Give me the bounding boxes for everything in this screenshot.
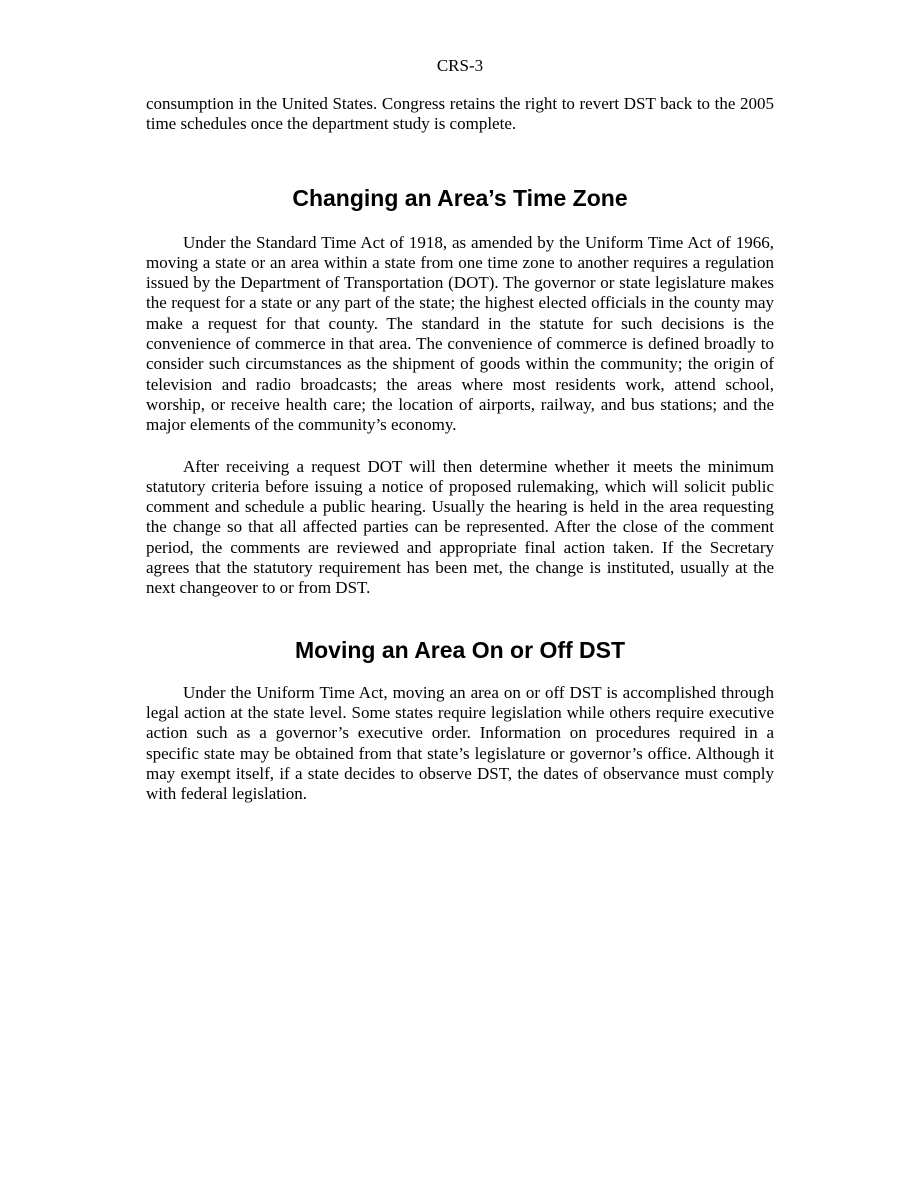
section-heading-dst: Moving an Area On or Off DST <box>294 636 626 663</box>
time-zone-paragraph-2: After receiving a request DOT will then determine whether it meets the minimum statutory criteria before issuing a notice of proposed rulemaking, which will solicit public comment and schedule a public hearing. Usually the hearing is held in the area requesting the change so that all affected parties can be represented. After the close of the comment period, the comments are reviewed and appropriate final action taken. If the Secretary agrees that the statutory requirement has been met, the change is instituted, usually at the next changeover to or from DST. <box>146 456 774 598</box>
page-number-header: CRS-3 <box>436 56 484 75</box>
document-body <box>146 94 774 804</box>
lead-paragraph: consumption in the United States. Congress retains the right to revert DST back to the 2005 time schedules once the department study is complete. <box>146 94 774 134</box>
dst-paragraph-1: Under the Uniform Time Act, moving an area on or off DST is accomplished through legal action at the state level. Some states require legislation while others require executive action such as a governor’s executive order. Information on procedures required in a specific state may be obtained from that state’s legislature or governor’s office. Although it may exempt itself, if a state decides to observe DST, the dates of observance must comply with federal legislation. <box>146 682 774 804</box>
time-zone-paragraph-1: Under the Standard Time Act of 1918, as amended by the Uniform Time Act of 1966, moving a state or an area within a state from one time zone to another requires a regulation issued by the Department of Transportation (DOT). The governor or state legislature makes the request for a state or any part of the state; the highest elected officials in the county may make a request for that county. The standard in the statute for such decisions is the convenience of commerce in that area. The convenience of commerce is defined broadly to consider such circumstances as the shipment of goods within the community; the origin of television and radio broadcasts; the areas where most residents work, attend school, worship, or receive health care; the location of airports, railway, and bus stations; and the major elements of the community’s economy. <box>146 232 774 435</box>
section-heading-time-zone: Changing an Area’s Time Zone <box>292 184 628 211</box>
